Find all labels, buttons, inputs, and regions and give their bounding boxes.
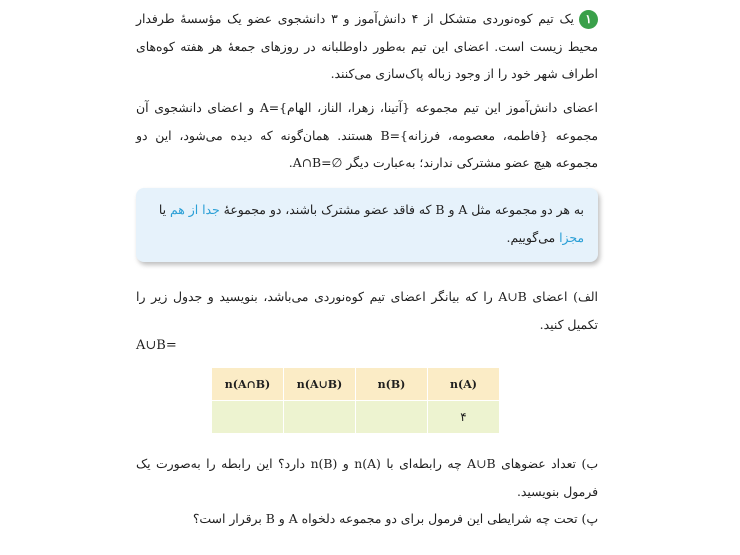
part-b-question: ب) تعداد عضوهای A∪B چه رابطه‌ای با n(A) و n(B) دارد؟ این رابطه را به‌صورت یک فرمول بنویسید.: [136, 456, 598, 499]
cell-n-union: [284, 401, 356, 434]
definition-after: می‌گوییم.: [506, 230, 560, 245]
problem-number-badge: ١: [579, 10, 598, 29]
set-count-table: [211, 367, 500, 434]
header-n-b: n(B): [356, 368, 428, 401]
problem-intro: [136, 5, 598, 88]
part-a-question: الف) اعضای A∪B را که بیانگر اعضای تیم کوه‌نوردی می‌باشد، بنویسید و جدول زیر را تکمیل کنید.: [136, 289, 598, 332]
definition-term-disjoint: جدا از هم: [170, 202, 220, 217]
definition-before: به هر دو مجموعه مثل A و B که فاقد عضو مشترک باشند، دو مجموعهٔ: [219, 202, 584, 217]
header-n-intersection: n(A∩B): [212, 368, 284, 401]
header-n-a: n(A): [428, 368, 500, 401]
union-formula: A∪B=: [136, 338, 177, 353]
definition-term-separate: مجزا: [559, 230, 584, 245]
cell-n-b: [356, 401, 428, 434]
table-row: [212, 401, 500, 434]
cell-n-intersection: [212, 401, 284, 434]
sets-paragraph: اعضای دانش‌آموز این تیم مجموعه {آتینا، زهرا، الناز، الهام}=A و اعضای دانشجوی آن مجموعه {فاطمه، معصومه، فرزانه}=B هستند. همان‌گونه که دیده می‌شود، این دو مجموعه هیچ عضو مشترکی ندارند؛ به‌عبارت دیگر ∅=A∩B.: [136, 100, 598, 170]
definition-middle: یا: [158, 202, 171, 217]
definition-box: [136, 188, 598, 262]
cell-n-a: ۴: [428, 401, 500, 434]
table-header-row: [212, 368, 500, 401]
problem-intro-text: یک تیم کوه‌نوردی متشکل از ۴ دانش‌آموز و ۳ دانشجوی عضو یک مؤسسهٔ طرفدار محیط زیست است. اعضای این تیم به‌طور داوطلبانه در روزهای جمعهٔ هر هفته کوه‌های اطراف شهر خود را از وجود زباله پاک‌سازی می‌کنند.: [136, 11, 598, 81]
part-c-question: پ) تحت چه شرایطی این فرمول برای دو مجموعه دلخواه A و B برقرار است؟: [192, 511, 598, 526]
header-n-union: n(A∪B): [284, 368, 356, 401]
